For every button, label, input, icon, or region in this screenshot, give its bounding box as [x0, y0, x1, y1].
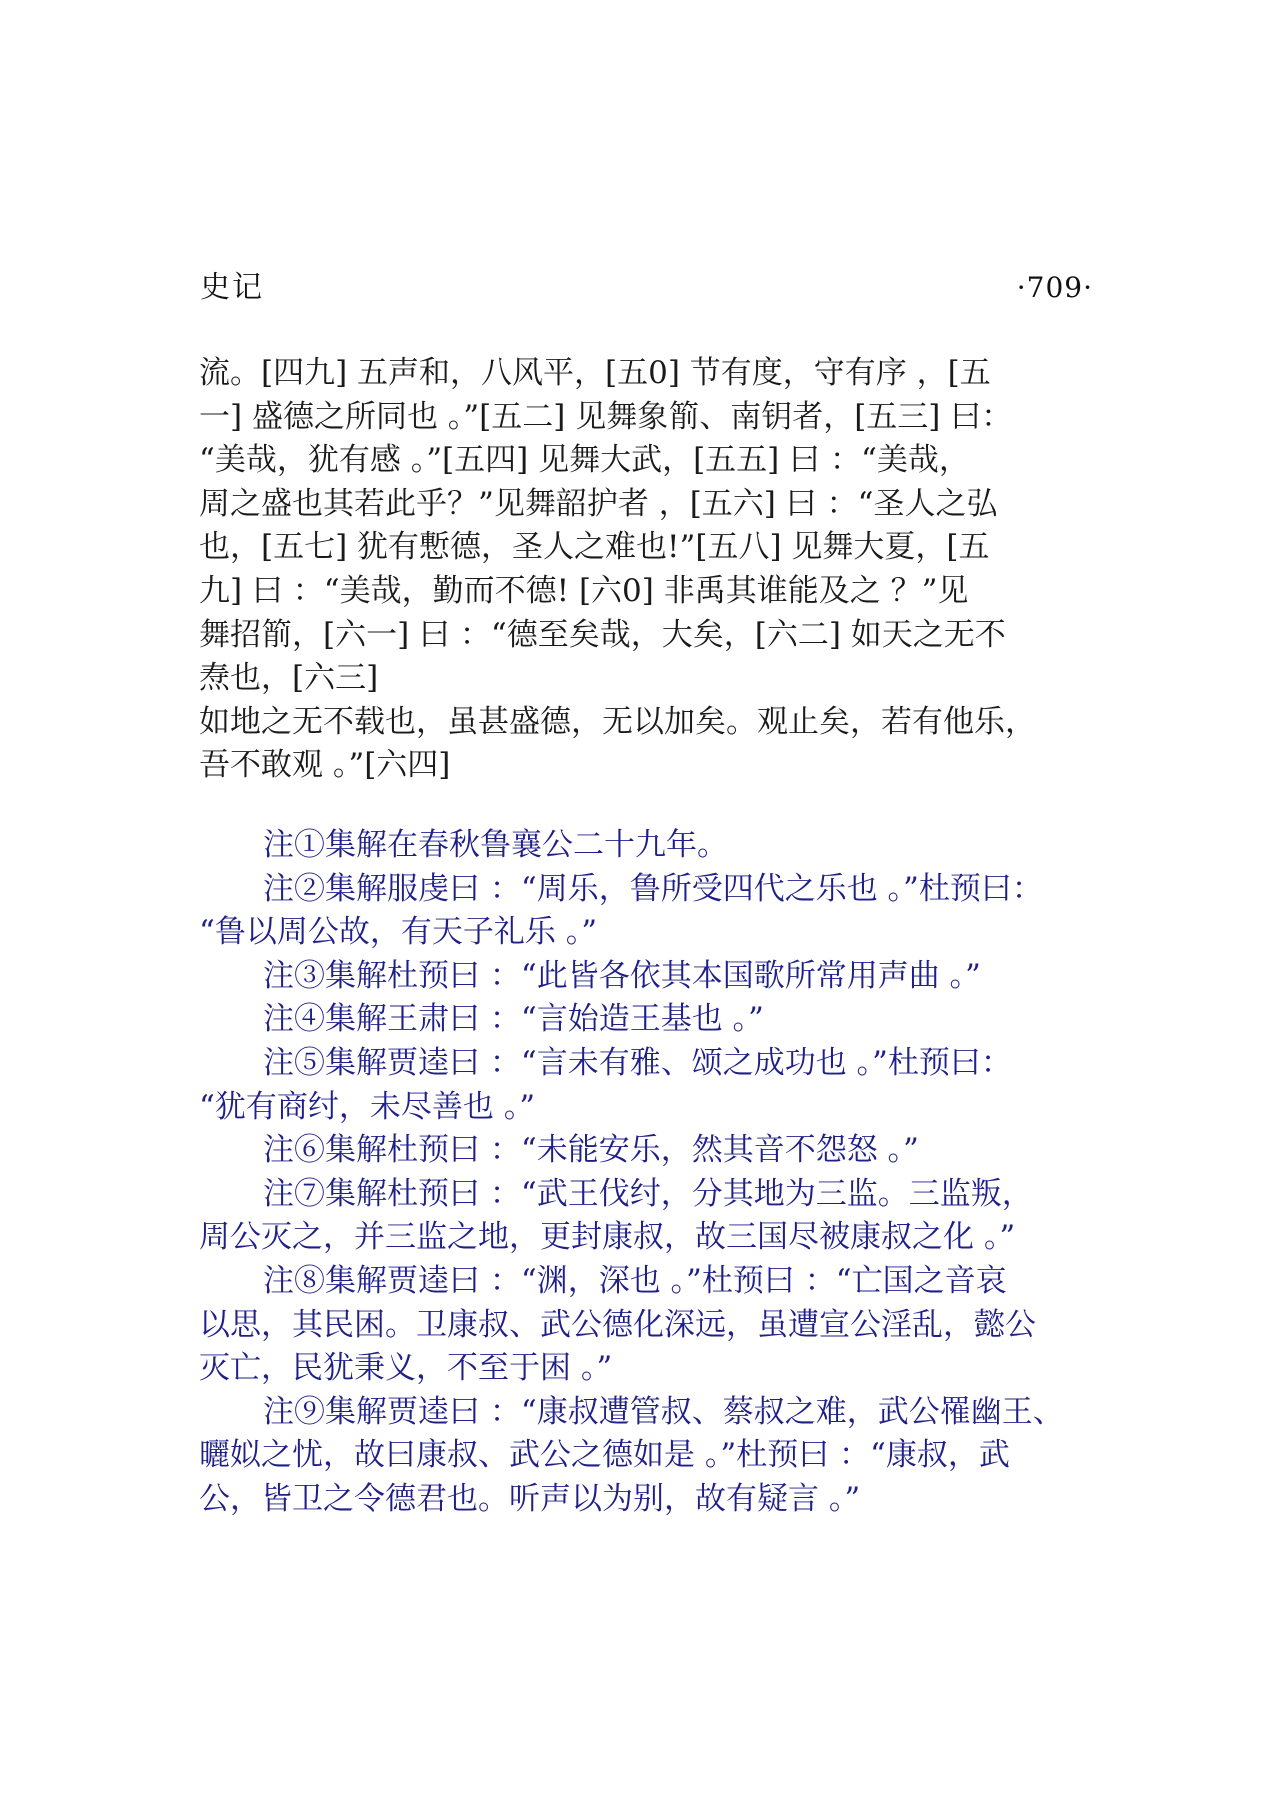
- note-line: 注⑦集解杜预曰 ：“武王伐纣，分其地为三监。三监叛，: [263, 1175, 1033, 1212]
- page-number: ·709·: [1016, 271, 1093, 304]
- book-title: 史记: [200, 270, 264, 305]
- note-line: 以思，其民困。卫康叔、武公德化深远，虽遭宣公淫乱，懿公: [199, 1306, 1036, 1343]
- main-text-line: 吾不敢观 。”[六四]: [199, 747, 451, 784]
- main-text-line: 一] 盛德之所同也 。”[五二] 见舞象箾、南钥者，[五三] 曰：: [199, 398, 1013, 435]
- note-line: 注⑧集解贾逵曰 ：“渊，深也 。”杜预曰 ：“亡国之音哀: [263, 1262, 1007, 1299]
- main-text-line: 九] 曰 ：“美哉，勤而不德! [六0] 非禹其谁能及之 ？”见: [199, 572, 969, 609]
- main-text-line: 如地之无不载也，虽甚盛德，无以加矣。观止矣，若有他乐，: [199, 703, 1036, 740]
- note-line: “犹有商纣，未尽善也 。”: [199, 1088, 536, 1125]
- note-line: 注①集解在春秋鲁襄公二十九年。: [263, 827, 728, 863]
- main-text-line: 舞招箾，[六一] 曰 ：“德至矣哉，大矣，[六二] 如天之无不: [199, 616, 1006, 653]
- note-line: “鲁以周公故，有天子礼乐 。”: [199, 914, 598, 951]
- main-text-line: 流。[四九] 五声和，八风平，[五0] 节有度，守有序 ，[五: [199, 355, 991, 391]
- main-text-line: “美哉，犹有感 。”[五四] 见舞大武，[五五] 曰 ：“美哉，: [199, 442, 970, 479]
- note-line: 注⑥集解杜预曰 ：“未能安乐，然其音不怨怒 。”: [263, 1132, 919, 1169]
- note-line: 曬姒之忧，故曰康叔、武公之德如是 。”杜预曰 ：“康叔，武: [199, 1437, 1010, 1474]
- main-text-line: 周之盛也其若此乎？”见舞韶护者 ，[五六] 曰 ：“圣人之弘: [199, 485, 998, 522]
- note-line: 注⑤集解贾逵曰 ：“言未有雅、颂之成功也 。”杜预曰：: [263, 1044, 1012, 1081]
- note-line: 公，皆卫之令德君也。听声以为别，故有疑言 。”: [199, 1480, 861, 1517]
- note-line: 注③集解杜预曰 ：“此皆各依其本国歌所常用声曲 。”: [263, 957, 981, 994]
- main-text-block: [199, 352, 1099, 788]
- note-line: 周公灭之，并三监之地，更封康叔，故三国尽被康叔之化 。”: [199, 1219, 1016, 1256]
- note-line: 注④集解王肃曰 ：“言始造王基也 。”: [263, 1001, 764, 1038]
- note-line: 注⑨集解贾逵曰 ：“康叔遭管叔、蔡叔之难，武公罹幽王、: [263, 1393, 1064, 1430]
- main-text-line: 也，[五七] 犹有慙德，圣人之难也!”[五八] 见舞大夏，[五: [199, 529, 990, 566]
- note-line: 灭亡，民犹秉义，不至于困 。”: [199, 1350, 613, 1387]
- note-line: 注②集解服虔曰 ：“周乐，鲁所受四代之乐也 。”杜预曰：: [263, 870, 1043, 907]
- main-text-line: 焘也，[六三]: [199, 660, 379, 697]
- notes-block: [199, 824, 1119, 1522]
